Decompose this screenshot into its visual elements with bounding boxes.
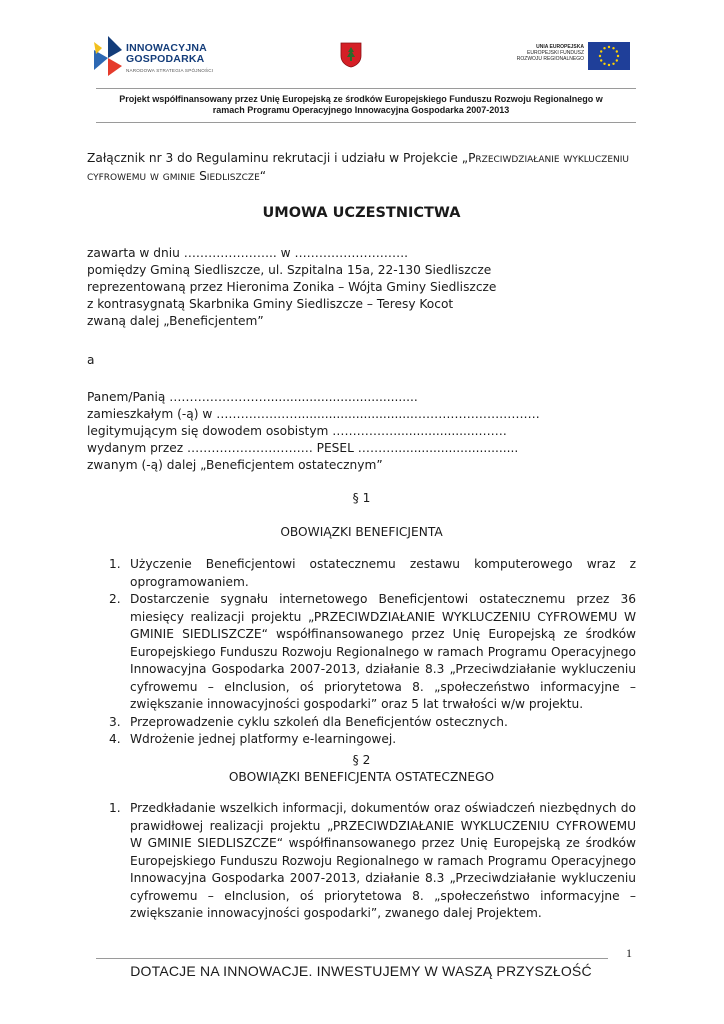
innowacyjna-gospodarka-logo [92,34,232,80]
party-line: z kontrasygnatą Skarbnika Gminy Siedliszcze – Teresy Kocot [87,297,454,311]
section2-list [87,800,636,923]
eu-line3: ROZWOJU REGIONALNEGO [516,56,584,62]
eu-star-icon [603,63,605,65]
cofinancing-note-line1: Projekt współfinansowany przez Unię Europejską ze środków Europejskiego Funduszu Rozwoju Regionalnego w [119,94,603,104]
party-line: pomiędzy Gminą Siedliszcze, ul. Szpitalna 15a, 22-130 Siedliszcze [87,263,492,277]
footer-rule [96,958,608,959]
section1-list [87,556,636,749]
eu-star-icon [616,59,618,61]
eu-star-icon [617,55,619,57]
cofinancing-note [96,94,626,116]
list-item: 3. Przeprowadzenie cyklu szkoleń dla Beneficjentów ostecznych. [109,714,508,729]
eu-star-icon [608,46,610,48]
eu-star-icon [612,47,614,49]
ig-emblem-icon [92,36,124,76]
eu-star-icon [608,64,610,66]
section1-heading: OBOWIĄZKI BENEFICJENTA [280,525,443,539]
logo-ig-line1: INNOWACYJNA [126,42,207,54]
cofinancing-note-line2: ramach Programu Operacyjnego Innowacyjna Gospodarka 2007-2013 [212,105,510,115]
coat-of-arms-icon [340,42,362,68]
contract-title: UMOWA UCZESTNICTWA [262,205,461,221]
header-rule-top [96,88,636,89]
annex-suffix: “ [259,168,267,183]
eu-star-icon [616,50,618,52]
eu-star-icon [600,50,602,52]
eu-star-icon [603,47,605,49]
annex-project-name-2: cyfrowemu w gminie Siedliszcze [87,168,260,183]
footer-slogan: DOTACJE NA INNOWACJE. INWESTUJEMY W WASZĄ PRZYSZŁOŚĆ [130,963,592,979]
list-item: 1. Przedkładanie wszelkich informacji, dokumentów oraz oświadczeń niezbędnych do prawidłowej realizacji projektu „PRZECIWDZIAŁANIE WYKLUCZENIU CYFROWEMU W GMINIE SIEDLISZCZE“ współfinansowanego przez Unię Europejską ze środków Europejskiego Funduszu Rozwoju Regionalnego w ramach Programu Operacyjnego Innowacyjna Gospodarka 2007-2013, działanie 8.3 „Przeciwdziałanie wykluczeniu cyfrowemu – eInclusion, oś priorytetowa 8. „społeczeństwo informacyjne – zwiększanie innowacyjności gospodarki”, zwanego dalej Projektem. [109,801,636,920]
annex-heading [87,150,647,185]
page-number: 1 [626,946,632,960]
eu-logo [510,42,630,70]
logo-ig-tagline: NARODOWA STRATEGIA SPÓJNOŚCI [126,68,214,73]
list-item: 2. Dostarczenie sygnału internetowego Beneficjentowi ostatecznemu przez 36 miesięcy realizacji projektu „PRZECIWDZIAŁANIE WYKLUCZENIU CYFROWEMU W GMINIE SIEDLISZCZE“ współfinansowanego przez Unię Europejską ze środków Europejskiego Funduszu Rozwoju Regionalnego w ramach Programu Operacyjnego Innowacyjna Gospodarka 2007-2013, działanie 8.3 „Przeciwdziałanie wykluczeniu cyfrowemu – eInclusion, oś priorytetowa 8. „społeczeństwo informacyjne – zwiększanie innowacyjności gospodarki” oraz 5 lat trwałości w/w projektu. [109,592,636,711]
eu-line1: UNIA EUROPEJSKA [536,44,584,50]
section2-mark: § 2 [352,753,371,767]
header-rule-bottom [96,122,636,123]
eu-star-icon [600,59,602,61]
party-line: zawarta w dniu ………………….. w ………………………. [87,246,409,260]
participant-line: wydanym przez …………………………. PESEL ………................................ [87,441,519,455]
annex-project-name-1: Przeciwdziałanie wykluczeniu [468,151,629,165]
section1-mark: § 1 [352,491,371,505]
list-item: 1. Użyczenie Beneficjentowi ostatecznemu zestawu komputerowego wraz z oprogramowaniem. [109,557,636,589]
annex-prefix: Załącznik nr 3 do Regulaminu rekrutacji i udziału w Projekcie „ [87,151,469,165]
list-item: 4. Wdrożenie jednej platformy e-learningowej. [109,732,397,746]
participant-line: zwanym (-ą) dalej „Beneficjentem ostatecznym” [87,458,383,472]
logo-ig-line2: GOSPODARKA [126,53,205,65]
eu-star-icon [612,63,614,65]
party-line: reprezentowaną przez Hieronima Zonika – Wójta Gminy Siedliszcze [87,280,497,294]
participant-line: zamieszkałym (-ą) w ………………….............................…………………………. [87,407,540,421]
party-line: zwaną dalej „Beneficjentem” [87,314,264,328]
and-conjunction: a [87,353,95,367]
eu-line2: EUROPEJSKI FUNDUSZ [527,50,584,56]
participant-line: Panem/Panią ……………………....................................... [87,390,418,404]
eu-flag-icon [588,42,630,70]
eu-star-icon [599,55,601,57]
section2-heading: OBOWIĄZKI BENEFICJENTA OSTATECZNEGO [228,770,495,784]
participant-line: legitymującym się dowodem osobistym ……………......................……. [87,424,507,438]
